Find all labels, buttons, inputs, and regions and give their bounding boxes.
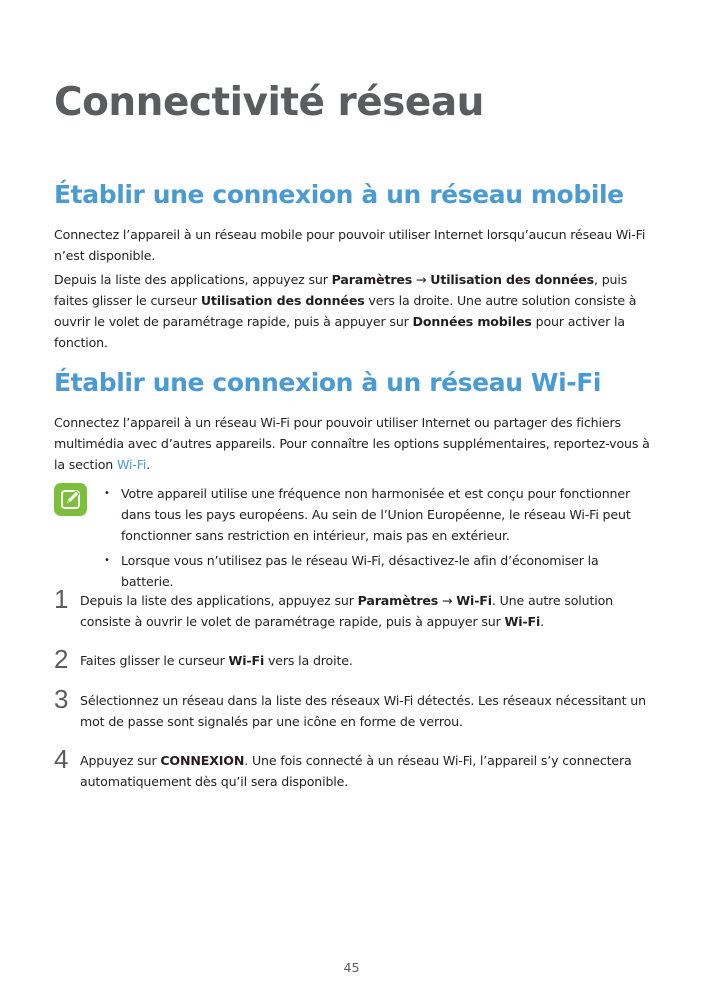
setting-wifi: Wi-Fi xyxy=(228,653,265,668)
bullet-icon: • xyxy=(104,555,110,566)
text: . xyxy=(146,457,151,472)
step-text xyxy=(80,590,654,632)
quick-setting-wifi: Wi-Fi xyxy=(504,614,541,629)
note-text: Lorsque vous n’utilisez pas le réseau Wi-Fi, désactivez-le afin d’économiser la batterie. xyxy=(121,553,599,589)
section-mobile-intro: Connectez l’appareil à un réseau mobile pour pouvoir utiliser Internet lorsqu’aucun réseau Wi-Fi n’est disponible. xyxy=(54,227,646,263)
text: . xyxy=(540,614,544,629)
wifi-section-link[interactable]: Wi-Fi xyxy=(116,457,147,472)
note-pencil-icon xyxy=(54,483,87,516)
page-number: 45 xyxy=(343,960,360,975)
note-text: Votre appareil utilise une fréquence non harmonisée et est conçu pour fonctionner dans tous les pays européens. Au sein de l’Union Européenne, le réseau Wi-Fi peut fonctionner sans restriction en intérieur, mais pas en extérieur. xyxy=(121,486,631,543)
step-text xyxy=(80,650,654,671)
text: Faites glisser le curseur xyxy=(80,653,229,668)
section-title-mobile: Établir une connexion à un réseau mobile xyxy=(54,180,624,209)
text: vers la droite. Une autre solution consiste à ouvrir le volet de paramétrage rapide, puis à appuyer sur xyxy=(54,293,637,329)
text: Depuis la liste des applications, appuyez sur xyxy=(54,272,332,287)
text: Depuis la liste des applications, appuyez sur xyxy=(80,593,358,608)
button-connect: CONNEXION xyxy=(160,753,245,768)
chapter-title: Connectivité réseau xyxy=(54,80,484,125)
text: . Une autre solution consiste à ouvrir le volet de paramétrage rapide, puis à appuyer sur xyxy=(80,593,614,629)
menu-path-settings: Paramètres xyxy=(331,272,413,287)
step-number: 1 xyxy=(54,584,69,614)
step-number: 4 xyxy=(54,744,69,774)
text: Sélectionnez un réseau dans la liste des réseaux Wi-Fi détectés. Les réseaux nécessitant un mot de passe sont signalés par une icône en forme de verrou. xyxy=(80,693,646,729)
bullet-icon: • xyxy=(104,488,110,499)
text: , puis faites glisser le curseur xyxy=(54,272,628,308)
setting-mobile-data: Données mobiles xyxy=(412,314,532,329)
step-number: 2 xyxy=(54,644,69,674)
text: . Une fois connecté à un réseau Wi-Fi, l’appareil s’y connectera automatiquement dès qu’il sera disponible. xyxy=(80,753,632,789)
note-list xyxy=(104,483,654,596)
text: Appuyez sur xyxy=(80,753,161,768)
step-text xyxy=(80,750,654,792)
section-wifi-intro xyxy=(54,412,654,475)
menu-path-settings: Paramètres xyxy=(357,593,439,608)
note-item xyxy=(104,483,654,546)
section-mobile-instructions xyxy=(54,269,654,353)
text: vers la droite. xyxy=(264,653,353,668)
note-item xyxy=(104,550,654,592)
section-title-wifi: Établir une connexion à un réseau Wi-Fi xyxy=(54,368,602,397)
step-text xyxy=(80,690,654,732)
arrow-icon: → xyxy=(438,593,457,608)
text: Connectez l’appareil à un réseau Wi-Fi pour pouvoir utiliser Internet ou partager des fichiers multimédia avec d’autres appareils. Pour connaître les options supplémentaires, reportez-vous à la section xyxy=(54,415,650,472)
setting-data-usage: Utilisation des données xyxy=(200,293,365,308)
step-number: 3 xyxy=(54,684,69,714)
menu-path-data-usage: Utilisation des données xyxy=(430,272,594,287)
text: pour activer la fonction. xyxy=(54,314,625,350)
menu-path-wifi: Wi-Fi xyxy=(456,593,492,608)
arrow-icon: → xyxy=(412,272,431,287)
